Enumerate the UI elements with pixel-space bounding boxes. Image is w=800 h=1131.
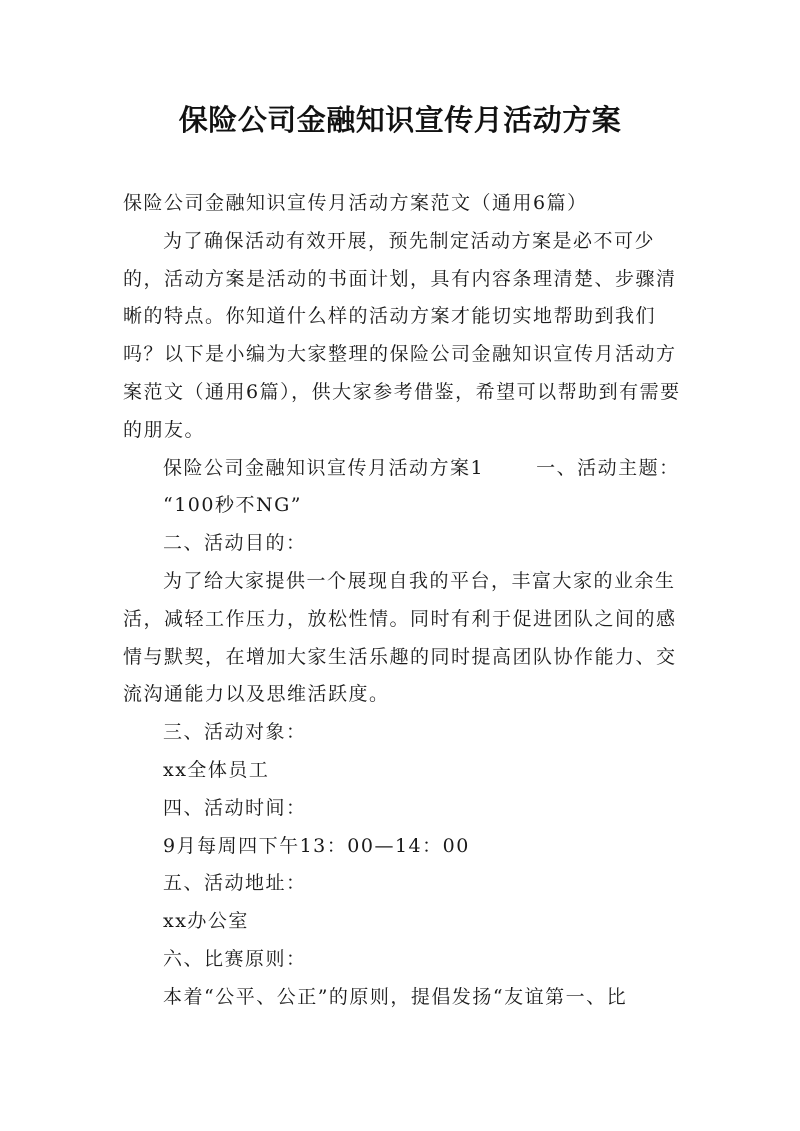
section6-heading: 六、比赛原则：: [163, 947, 307, 970]
section1-content: “100秒不NG”: [163, 494, 302, 517]
section5-content: xx办公室: [163, 910, 249, 933]
document-body: [123, 185, 683, 1017]
section5-heading: 五、活动地址：: [163, 872, 307, 895]
section1-heading: 一、活动主题：: [536, 456, 680, 479]
section6-content: 本着“公平、公正”的原则，提倡发扬“友谊第一、比: [163, 985, 628, 1008]
plan1-heading: 保险公司金融知识宣传月活动方案1: [163, 456, 485, 479]
section3-heading: 三、活动对象：: [163, 721, 307, 744]
plan-heading-line: [123, 450, 683, 488]
section2-content: 为了给大家提供一个展现自我的平台，丰富大家的业余生活，减轻工作压力，放松性情。同时有利于促进团队之间的感情与默契，在增加大家生活乐趣的同时提高团队协作能力、交流沟通能力以及思维活跃度。: [123, 569, 677, 706]
document-title: 保险公司金融知识宣传月活动方案: [178, 103, 622, 137]
section4-heading: 四、活动时间：: [163, 796, 307, 819]
document-subtitle: 保险公司金融知识宣传月活动方案范文（通用6篇）: [123, 192, 588, 214]
section3-content: xx全体员工: [163, 758, 270, 781]
intro-paragraph: 为了确保活动有效开展，预先制定活动方案是必不可少的，活动方案是活动的书面计划，具有内容条理清楚、步骤清晰的特点。你知道什么样的活动方案才能切实地帮助到我们吗？以下是小编为大家整理的保险公司金融知识宣传月活动方案范文（通用6篇），供大家参考借鉴，希望可以帮助到有需要的朋友。: [123, 229, 681, 441]
section4-content: 9月每周四下午13：00—14：00: [163, 834, 470, 857]
section2-heading: 二、活动目的：: [163, 532, 307, 555]
